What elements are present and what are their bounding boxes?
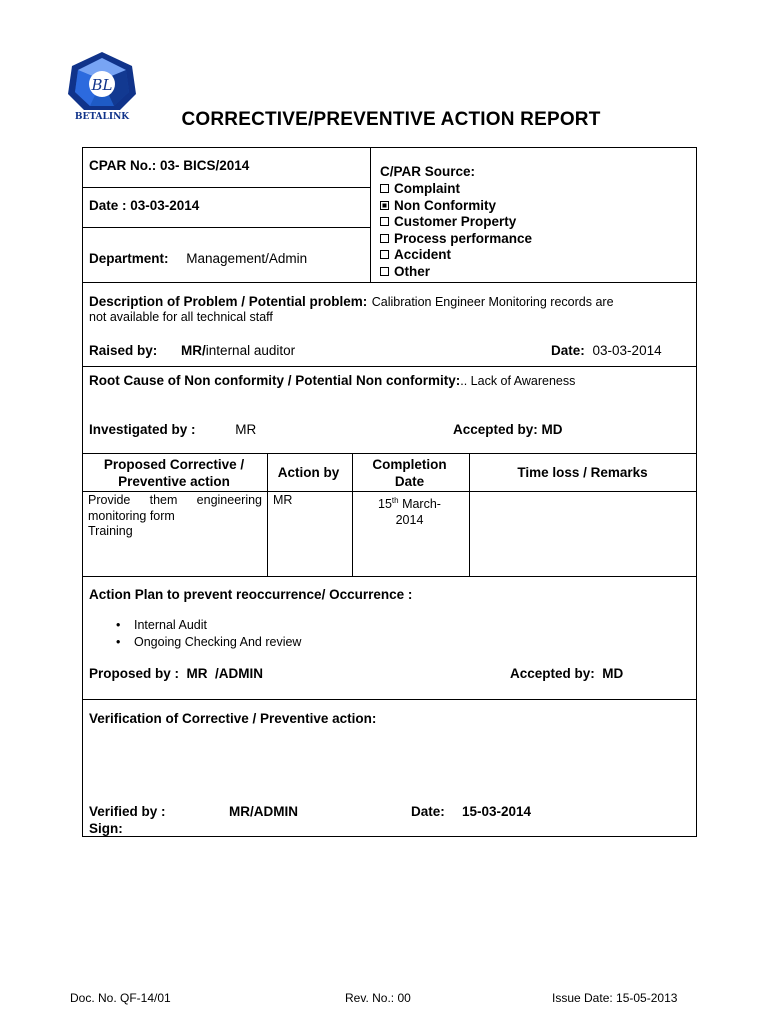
raised-date-value: 03-03-2014 (592, 343, 662, 358)
row-action-by: MR (273, 493, 293, 507)
source-option-accident: Accident (380, 247, 451, 262)
verification-date-value: 15-03-2014 (462, 804, 532, 819)
source-option-non-conformity: Non Conformity (380, 198, 496, 213)
source-option-complaint: Complaint (380, 181, 460, 196)
action-plan-item: • Internal Audit (108, 618, 301, 635)
divider-description-rootcause (83, 366, 696, 367)
checkbox-other[interactable] (380, 267, 389, 276)
header-proposed-action: Proposed Corrective / Preventive action (103, 457, 245, 489)
department-label: Department: (89, 251, 169, 266)
footer-issue-date: Issue Date: 15-05-2013 (552, 991, 678, 1005)
action-plan-item: • Ongoing Checking And review (108, 635, 301, 652)
row-completion-date: 15th March- 2014 (378, 496, 441, 527)
root-cause-value: .. Lack of Awareness (460, 374, 576, 388)
source-option-customer-property: Customer Property (380, 214, 516, 229)
divider-table-header (83, 491, 696, 492)
investigated-label: Investigated by : (89, 422, 196, 437)
investigated-accepted: Accepted by: MD (453, 422, 563, 437)
verified-by-value: MR/ADMIN (229, 804, 298, 819)
proposed-by: Proposed by : MR /ADMIN (89, 666, 264, 681)
logo-text: BETALINK (74, 112, 130, 122)
description-text-line2: not available for all technical staff (89, 310, 273, 324)
checkbox-process-performance[interactable] (380, 234, 389, 243)
investigated-value: MR (235, 422, 257, 437)
divider-table-plan (83, 576, 696, 577)
divider-header-description (83, 282, 696, 283)
department-value: Management/Admin (186, 251, 308, 266)
action-plan-label: Action Plan to prevent reoccurrence/ Occurrence : (89, 587, 413, 602)
row-proposed-action: Provide them engineering monitoring form Training (88, 493, 262, 538)
raised-by-row (89, 343, 295, 358)
divider-plan-verification (83, 699, 696, 700)
verified-by-label: Verified by : (89, 804, 166, 819)
verification-date-label: Date: (411, 804, 445, 819)
root-cause-label: Root Cause of Non conformity / Potential Non conformity: (89, 373, 461, 388)
header-remarks: Time loss / Remarks (517, 465, 648, 480)
department-row (89, 251, 307, 266)
raised-date-label: Date: (551, 343, 585, 358)
cpar-number: CPAR No.: 03- BICS/2014 (89, 158, 250, 173)
description-text-line1: Calibration Engineer Monitoring records are (371, 295, 614, 309)
divider-cpar-date (83, 187, 370, 188)
raised-date-row (551, 343, 662, 358)
checkbox-customer-property[interactable] (380, 217, 389, 226)
logo-mark: BL (91, 76, 113, 94)
checkbox-accident[interactable] (380, 250, 389, 259)
raised-by-value-bold: MR/ (181, 343, 206, 358)
report-title: CORRECTIVE/PREVENTIVE ACTION REPORT (181, 109, 601, 130)
source-option-process-performance: Process performance (380, 231, 532, 246)
source-label: C/PAR Source: (380, 164, 476, 179)
header-completion-date: Completion Date (372, 457, 447, 489)
raised-by-label: Raised by: (89, 343, 158, 358)
footer-rev-no: Rev. No.: 00 (345, 991, 411, 1005)
divider-header-columns (370, 148, 371, 282)
footer-doc-no: Doc. No. QF-14/01 (70, 991, 171, 1005)
verification-label: Verification of Corrective / Preventive action: (89, 711, 377, 726)
root-cause-row (89, 372, 689, 390)
description-section (89, 293, 689, 311)
sign-label: Sign: (89, 821, 123, 836)
plan-accepted-by: Accepted by: MD (510, 666, 624, 681)
description-label: Description of Problem / Potential problem: (89, 294, 368, 309)
checkbox-complaint[interactable] (380, 184, 389, 193)
divider-date-dept (83, 227, 370, 228)
action-plan-list (108, 618, 301, 652)
raised-by-value: internal auditor (205, 343, 296, 358)
checkbox-non-conformity-checked[interactable] (380, 201, 389, 210)
investigated-row (89, 422, 256, 437)
header-action-by: Action by (277, 465, 340, 480)
source-option-other: Other (380, 264, 430, 279)
report-date: Date : 03-03-2014 (89, 198, 200, 213)
divider-rootcause-table (83, 453, 696, 454)
